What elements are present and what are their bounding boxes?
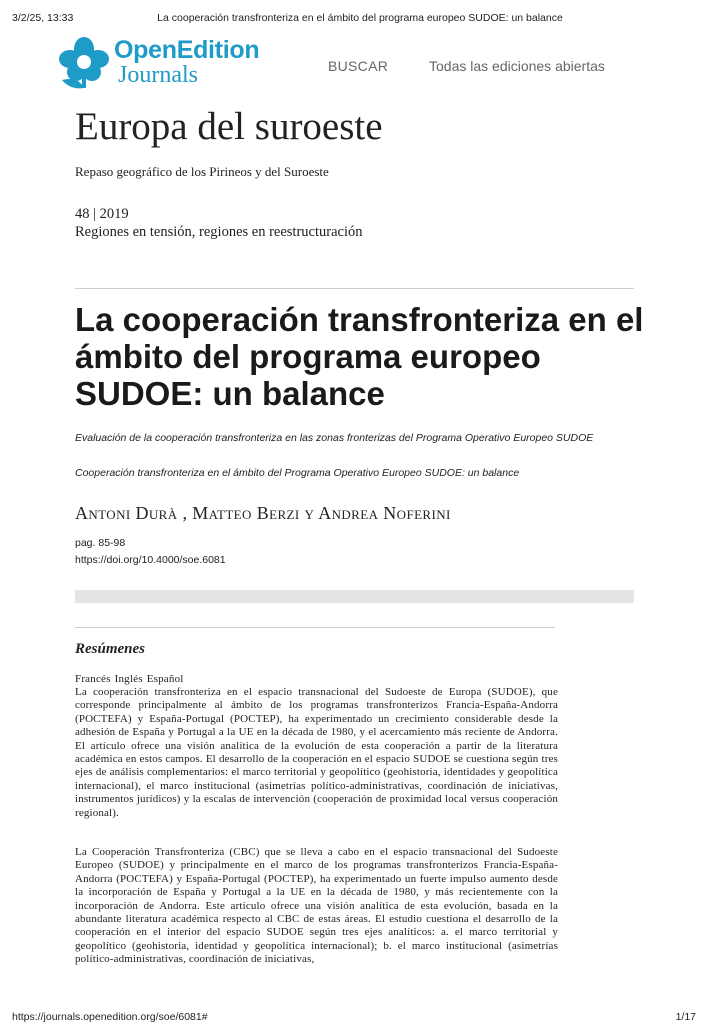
- journal-subtitle: Repaso geográfico de los Pirineos y del Suroeste: [75, 164, 329, 179]
- print-datetime: 3/2/25, 13:33: [12, 12, 74, 24]
- language-tab-french[interactable]: Francés: [75, 673, 111, 685]
- divider: [75, 288, 634, 289]
- divider: [75, 627, 555, 628]
- logo-wordmark-openedition: OpenEdition: [114, 36, 260, 64]
- article-alt-title: Cooperación transfronteriza en el ámbito del Programa Operativo Europeo SUDOE: un balance: [75, 467, 520, 479]
- article-pages: pag. 85-98: [75, 537, 126, 549]
- all-editions-link[interactable]: Todas las ediciones abiertas: [429, 58, 605, 74]
- issue-title[interactable]: Regiones en tensión, regiones en reestructuración: [75, 224, 363, 240]
- abstract-paragraph: La Cooperación Transfronteriza (CBC) que se lleva a cabo en el espacio transnacional del Sudoeste Europeo (SUDOE) y principalmente en el marco de los programas transfronterizos Francia-España-Andorra (POCTEFA) y España-Portugal (POCTEP), ha experimentado un fuerte impulso aumento desde la incorporación de España y Portugal a la UE en la década de 1980, y más recientemente con la incorporación de Andorra. Este artículo ofrece una visión analítica de esta evolución, basada en la abundante literatura académica respecto al CBC de estas áreas. El estudio cuestiona el desarrollo de la cooperación en el interior del espacio SUDOE según tres ejes analíticos: a. el marco territorial y geopolítico (geohistoria, identidad y geopolítica internacional); b. el marco institucional (asimetrías político-administrativas, coordinación de iniciativas,: [75, 846, 558, 966]
- logo-wordmark-journals: Journals: [118, 62, 198, 88]
- print-url: https://journals.openedition.org/soe/6081#: [12, 1011, 208, 1023]
- article-title: La cooperación transfronteriza en el ámbito del programa europeo SUDOE: un balance: [75, 301, 644, 412]
- openedition-journals-logo[interactable]: [58, 36, 288, 94]
- doi-link[interactable]: https://doi.org/10.4000/soe.6081: [75, 554, 226, 566]
- language-tab-spanish[interactable]: Español: [146, 673, 184, 685]
- toolbar-placeholder-bar: [75, 590, 634, 603]
- abstracts-heading: Resúmenes: [75, 641, 146, 657]
- language-tab-english[interactable]: Inglés: [114, 673, 143, 685]
- abstract-paragraph: La cooperación transfronteriza en el espacio transnacional del Sudoeste de Europa (SUDOE), que corresponde principalmente al ámbito de los programas transfronterizos Francia-España-Andorra (POCTEFA) y España-Portugal (POCTEP), ha experimentado un crecimiento considerable desde la adhesión de España y Portugal a la UE en la década de 1980, y el acercamiento más reciente de Andorra. El artículo ofrece una visión analítica de la evolución de esta cooperación a partir de la literatura académica en estos campos. El desarrollo de la cooperación en el espacio SUDOE se cuestiona según tres ejes de análisis complementarios: el marco territorial y geopolítico (geohistoria, identidades y geopolítica internacional), el marco institucional (asimetrías político-administrativas, coordinación de iniciativas, instrumentos jurídicos) y la escalas de intervención (cooperación de proximidad local versus cooperación regional).: [75, 686, 558, 819]
- print-document-title: La cooperación transfronteriza en el ámbito del programa europeo SUDOE: un balance: [157, 12, 563, 24]
- journal-title[interactable]: Europa del suroeste: [75, 105, 383, 148]
- article-authors[interactable]: Antoni Durà , Matteo Berzi y Andrea Noferini: [75, 503, 451, 523]
- openedition-flower-icon: [58, 36, 110, 94]
- article-alt-title: Evaluación de la cooperación transfronteriza en las zonas fronterizas del Programa Operativo Europeo SUDOE: [75, 432, 594, 444]
- search-link[interactable]: BUSCAR: [328, 58, 389, 74]
- abstract-language-tabs: [75, 673, 188, 685]
- issue-number[interactable]: 48 | 2019: [75, 206, 129, 222]
- print-page-number: 1/17: [675, 1011, 696, 1023]
